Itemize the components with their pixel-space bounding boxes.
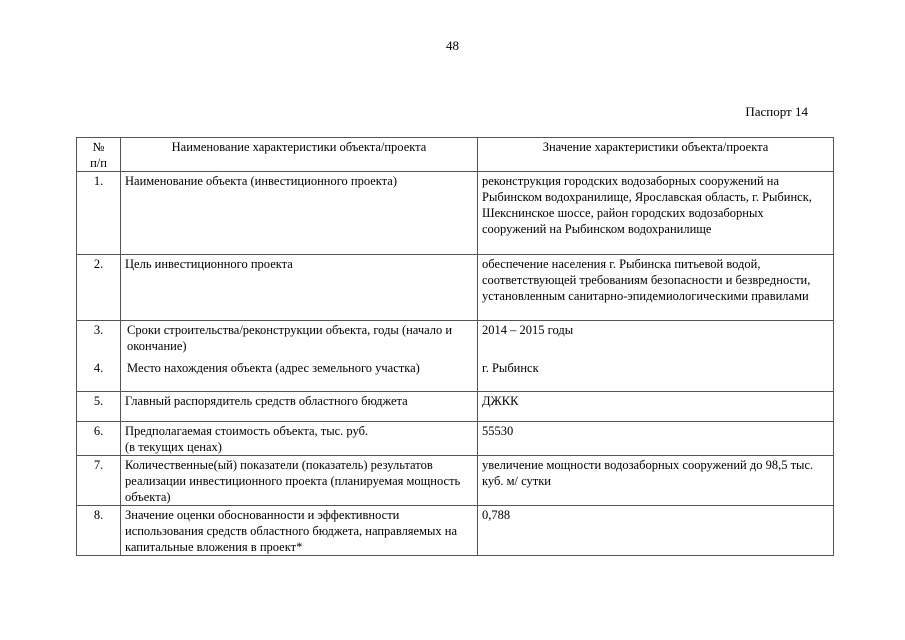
row-name: Главный распорядитель средств областного бюджета xyxy=(121,392,478,422)
row-value: г. Рыбинск xyxy=(482,361,539,375)
table-row xyxy=(77,172,834,255)
row-num: 7. xyxy=(77,456,121,506)
row-num: 5. xyxy=(77,392,121,422)
row-name: Количественные(ый) показатели (показатель) результатов реализации инвестиционного проекта (планируемая мощность объекта) xyxy=(121,456,478,506)
row-num: 8. xyxy=(77,506,121,556)
table-row xyxy=(77,321,834,392)
header-name: Наименование характеристики объекта/проекта xyxy=(121,138,478,172)
row-name: Предполагаемая стоимость объекта, тыс. руб. (в текущих ценах) xyxy=(121,422,478,456)
row-name: Наименование объекта (инвестиционного проекта) xyxy=(121,172,478,255)
passport-table xyxy=(76,137,834,556)
row-num-group xyxy=(77,321,121,392)
page-number: 48 xyxy=(446,38,459,53)
row-num: 4. xyxy=(93,361,104,375)
table-row xyxy=(77,255,834,321)
table-row xyxy=(77,506,834,556)
header-value: Значение характеристики объекта/проекта xyxy=(478,138,834,172)
row-num: 2. xyxy=(77,255,121,321)
passport-label: Паспорт 14 xyxy=(745,104,808,119)
spacer xyxy=(81,338,116,360)
table-row xyxy=(77,422,834,456)
row-name: Место нахождения объекта (адрес земельного участка) xyxy=(127,361,420,375)
row-value: реконструкция городских водозаборных сооружений на Рыбинском водохранилище, Ярославская область, г. Рыбинск, Шекснинское шоссе, район городских водозаборных сооружений на Рыбинском водохранилище xyxy=(478,172,834,255)
row-value: увеличение мощности водозаборных сооружений до 98,5 тыс. куб. м/ сутки xyxy=(478,456,834,506)
table-row xyxy=(77,392,834,422)
row-value: 55530 xyxy=(478,422,834,456)
row-value: 0,788 xyxy=(478,506,834,556)
row-name: Сроки строительства/реконструкции объекта, годы (начало и окончание) xyxy=(127,323,453,353)
row-name: Цель инвестиционного проекта xyxy=(121,255,478,321)
header-num: № п/п xyxy=(77,138,121,172)
row-num: 6. xyxy=(77,422,121,456)
row-value: ДЖКК xyxy=(478,392,834,422)
row-num: 3. xyxy=(93,323,104,337)
table-row xyxy=(77,456,834,506)
row-num: 1. xyxy=(77,172,121,255)
row-value-group xyxy=(478,321,834,392)
row-value: 2014 – 2015 годы xyxy=(482,323,574,337)
row-name: Значение оценки обоснованности и эффективности использования средств областного бюджета, направляемых на капитальные вложения в проект* xyxy=(121,506,478,556)
row-value: обеспечение населения г. Рыбинска питьевой водой, соответствующей требованиям безопасности и безвредности, установленным санитарно-эпидемиологическими правилами xyxy=(478,255,834,321)
table-header-row xyxy=(77,138,834,172)
spacer xyxy=(482,338,829,360)
row-name-group xyxy=(121,321,478,392)
